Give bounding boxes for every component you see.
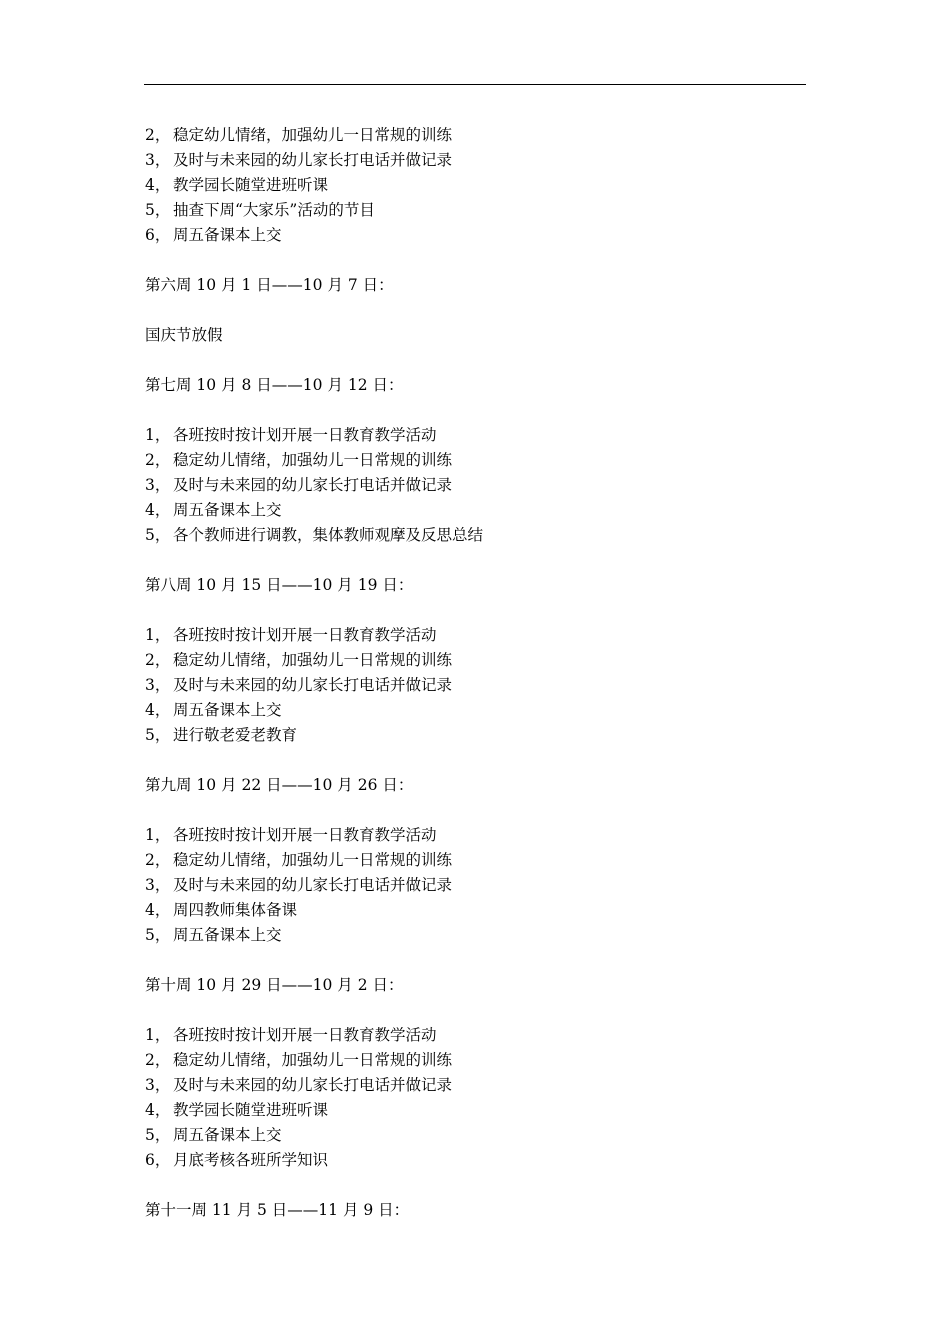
item-number: 2， xyxy=(145,126,171,144)
list-item xyxy=(145,1048,805,1073)
item-number: 2， xyxy=(145,651,171,669)
item-text: 进行敬老爱老教育 xyxy=(173,726,298,744)
list-item xyxy=(145,173,805,198)
list-item xyxy=(145,1098,805,1123)
paragraph-gap xyxy=(145,948,805,973)
item-number: 3， xyxy=(145,1076,171,1094)
week-note: 国庆节放假 xyxy=(145,326,223,344)
item-number: 5， xyxy=(145,1126,171,1144)
item-text: 周五备课本上交 xyxy=(173,501,282,519)
item-number: 5， xyxy=(145,926,171,944)
item-number: 1， xyxy=(145,1026,171,1044)
item-number: 1， xyxy=(145,626,171,644)
list-item xyxy=(145,848,805,873)
item-number: 4， xyxy=(145,501,171,519)
item-text: 及时与未来园的幼儿家长打电话并做记录 xyxy=(173,1076,453,1094)
week-heading: 第六周 10 月 1 日——10 月 7 日： xyxy=(145,276,394,294)
item-number: 4， xyxy=(145,1101,171,1119)
document-body xyxy=(145,123,805,1223)
paragraph-gap xyxy=(145,798,805,823)
list-item xyxy=(145,523,805,548)
item-number: 3， xyxy=(145,676,171,694)
list-item xyxy=(145,698,805,723)
list-item xyxy=(145,498,805,523)
list-item xyxy=(145,923,805,948)
list-item xyxy=(145,823,805,848)
list-item xyxy=(145,1073,805,1098)
item-text: 月底考核各班所学知识 xyxy=(173,1151,329,1169)
item-number: 2， xyxy=(145,1051,171,1069)
item-text: 周四教师集体备课 xyxy=(173,901,298,919)
item-text: 教学园长随堂进班听课 xyxy=(173,1101,329,1119)
header-rule xyxy=(144,84,806,85)
paragraph-gap xyxy=(145,1173,805,1198)
list-item xyxy=(145,873,805,898)
item-number: 4， xyxy=(145,901,171,919)
week-heading: 第七周 10 月 8 日——10 月 12 日： xyxy=(145,376,404,394)
list-item xyxy=(145,1023,805,1048)
item-text: 稳定幼儿情绪，加强幼儿一日常规的训练 xyxy=(173,126,453,144)
item-number: 4， xyxy=(145,701,171,719)
item-number: 5， xyxy=(145,526,171,544)
item-text: 教学园长随堂进班听课 xyxy=(173,176,329,194)
list-item xyxy=(145,123,805,148)
item-text: 抽查下周“大家乐”活动的节目 xyxy=(173,201,375,219)
item-text: 稳定幼儿情绪，加强幼儿一日常规的训练 xyxy=(173,451,453,469)
week-heading: 第八周 10 月 15 日——10 月 19 日： xyxy=(145,576,414,594)
list-item xyxy=(145,423,805,448)
list-item xyxy=(145,648,805,673)
item-text: 各班按时按计划开展一日教育教学活动 xyxy=(173,826,437,844)
item-text: 各个教师进行调教，集体教师观摩及反思总结 xyxy=(173,526,484,544)
list-item xyxy=(145,473,805,498)
list-item xyxy=(145,198,805,223)
week-heading: 第十一周 11 月 5 日——11 月 9 日： xyxy=(145,1201,410,1219)
item-number: 5， xyxy=(145,201,171,219)
item-number: 1， xyxy=(145,426,171,444)
item-number: 4， xyxy=(145,176,171,194)
paragraph-gap xyxy=(145,748,805,773)
paragraph-gap xyxy=(145,398,805,423)
list-item xyxy=(145,1123,805,1148)
item-number: 6， xyxy=(145,1151,171,1169)
list-item xyxy=(145,623,805,648)
item-number: 3， xyxy=(145,151,171,169)
item-text: 周五备课本上交 xyxy=(173,926,282,944)
week-heading: 第十周 10 月 29 日——10 月 2 日： xyxy=(145,976,404,994)
list-item xyxy=(145,223,805,248)
item-text: 各班按时按计划开展一日教育教学活动 xyxy=(173,1026,437,1044)
item-text: 稳定幼儿情绪，加强幼儿一日常规的训练 xyxy=(173,851,453,869)
paragraph-gap xyxy=(145,298,805,323)
item-text: 稳定幼儿情绪，加强幼儿一日常规的训练 xyxy=(173,1051,453,1069)
paragraph-gap xyxy=(145,248,805,273)
item-text: 及时与未来园的幼儿家长打电话并做记录 xyxy=(173,876,453,894)
item-text: 稳定幼儿情绪，加强幼儿一日常规的训练 xyxy=(173,651,453,669)
item-text: 及时与未来园的幼儿家长打电话并做记录 xyxy=(173,476,453,494)
item-number: 1， xyxy=(145,826,171,844)
item-text: 各班按时按计划开展一日教育教学活动 xyxy=(173,626,437,644)
paragraph-gap xyxy=(145,548,805,573)
list-item xyxy=(145,1148,805,1173)
item-number: 2， xyxy=(145,451,171,469)
item-text: 周五备课本上交 xyxy=(173,1126,282,1144)
item-number: 3， xyxy=(145,876,171,894)
item-text: 周五备课本上交 xyxy=(173,226,282,244)
paragraph-gap xyxy=(145,348,805,373)
item-number: 3， xyxy=(145,476,171,494)
item-text: 各班按时按计划开展一日教育教学活动 xyxy=(173,426,437,444)
list-item xyxy=(145,148,805,173)
item-number: 2， xyxy=(145,851,171,869)
item-number: 5， xyxy=(145,726,171,744)
list-item xyxy=(145,448,805,473)
item-number: 6， xyxy=(145,226,171,244)
item-text: 周五备课本上交 xyxy=(173,701,282,719)
item-text: 及时与未来园的幼儿家长打电话并做记录 xyxy=(173,151,453,169)
list-item xyxy=(145,673,805,698)
paragraph-gap xyxy=(145,598,805,623)
week-heading: 第九周 10 月 22 日——10 月 26 日： xyxy=(145,776,414,794)
item-text: 及时与未来园的幼儿家长打电话并做记录 xyxy=(173,676,453,694)
list-item xyxy=(145,723,805,748)
paragraph-gap xyxy=(145,998,805,1023)
list-item xyxy=(145,898,805,923)
